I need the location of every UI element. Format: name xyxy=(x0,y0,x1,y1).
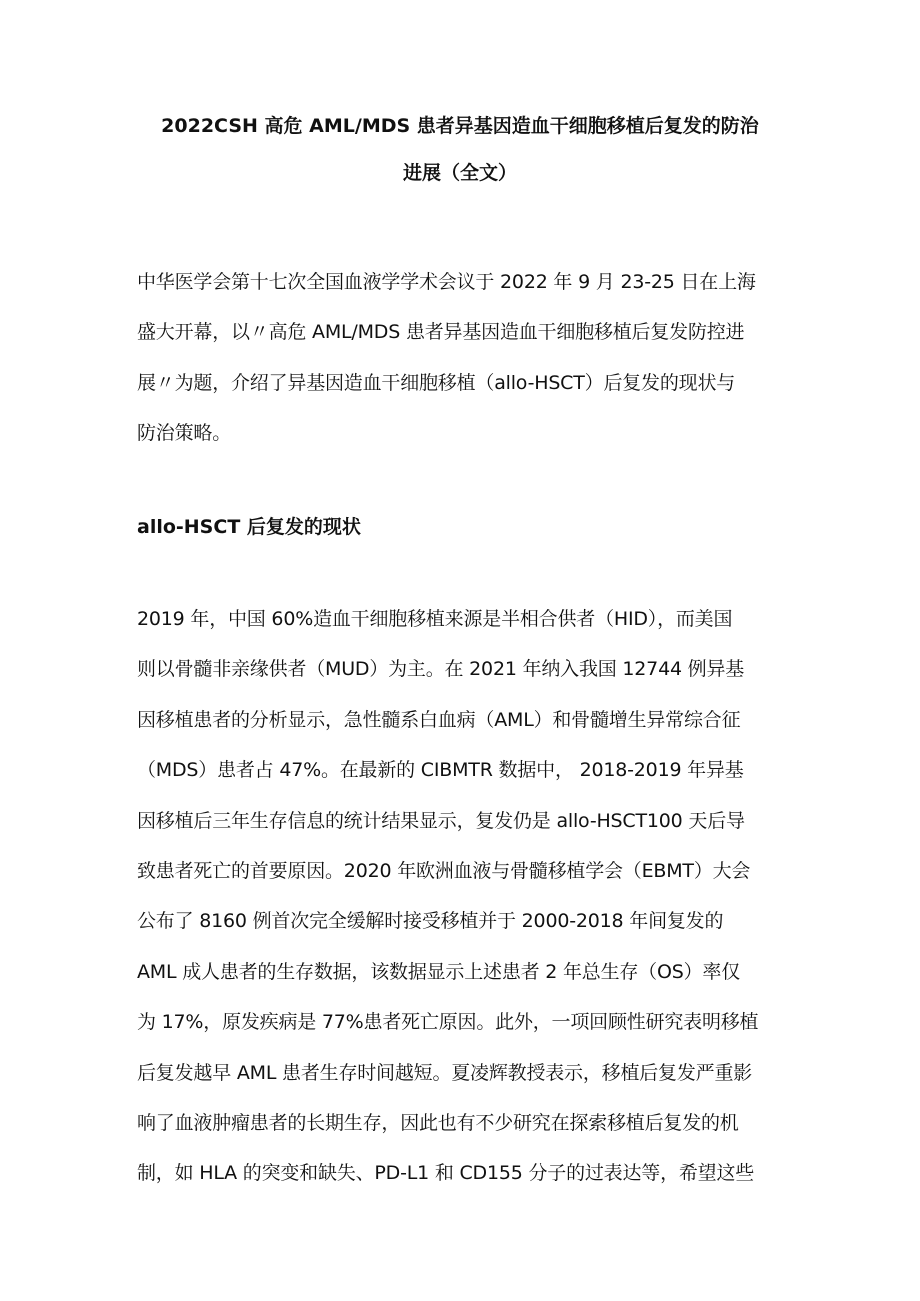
body-line: 则以骨髓非亲缘供者（MUD）为主。在 2021 年纳入我国 12744 例异基 xyxy=(137,658,745,681)
intro-line: 防治策略。 xyxy=(137,422,232,445)
body-line: 后复发越早 AML 患者生存时间越短。夏凌辉教授表示，移植后复发严重影 xyxy=(137,1061,753,1084)
intro-line: 盛大开幕，以〃高危 AML/MDS 患者异基因造血干细胞移植后复发防控进 xyxy=(137,321,745,344)
body-line: 响了血液肿瘤患者的长期生存，因此也有不少研究在探索移植后复发的机 xyxy=(137,1112,739,1135)
document-title-line-1: 2022CSH 高危 AML/MDS 患者异基因造血干细胞移植后复发的防治 xyxy=(161,115,759,137)
document-title-line-2: 进展（全文） xyxy=(402,162,517,184)
body-line: 制，如 HLA 的突变和缺失、PD-L1 和 CD155 分子的过表达等，希望这些 xyxy=(137,1162,755,1185)
intro-line: 中华医学会第十七次全国血液学学术会议于 2022 年 9 月 23-25 日在上海 xyxy=(137,271,756,293)
body-line: （MDS）患者占 47%。在最新的 CIBMTR 数据中， 2018-2019 年异基 xyxy=(137,759,744,782)
body-line: 致患者死亡的首要原因。2020 年欧洲血液与骨髓移植学会（EBMT）大会 xyxy=(137,860,751,883)
section-heading: allo-HSCT 后复发的现状 xyxy=(137,516,361,538)
body-line: 为 17%，原发疾病是 77%患者死亡原因。此外，一项回顾性研究表明移植 xyxy=(137,1011,759,1034)
body-line: 2019 年，中国 60%造血干细胞移植来源是半相合供者（HID），而美国 xyxy=(137,608,733,630)
body-line: 公布了 8160 例首次完全缓解时接受移植并于 2000-2018 年间复发的 xyxy=(137,910,724,933)
intro-line: 展〃为题，介绍了异基因造血干细胞移植（allo-HSCT）后复发的现状与 xyxy=(137,371,736,394)
body-line: 因移植后三年生存信息的统计结果显示，复发仍是 allo-HSCT100 天后导 xyxy=(137,809,745,832)
body-paragraph xyxy=(137,594,785,1199)
body-line: 因移植患者的分析显示，急性髓系白血病（AML）和骨髓增生异常综合征 xyxy=(137,708,741,731)
body-line: AML 成人患者的生存数据，该数据显示上述患者 2 年总生存（OS）率仅 xyxy=(137,960,741,983)
intro-paragraph xyxy=(137,257,785,459)
